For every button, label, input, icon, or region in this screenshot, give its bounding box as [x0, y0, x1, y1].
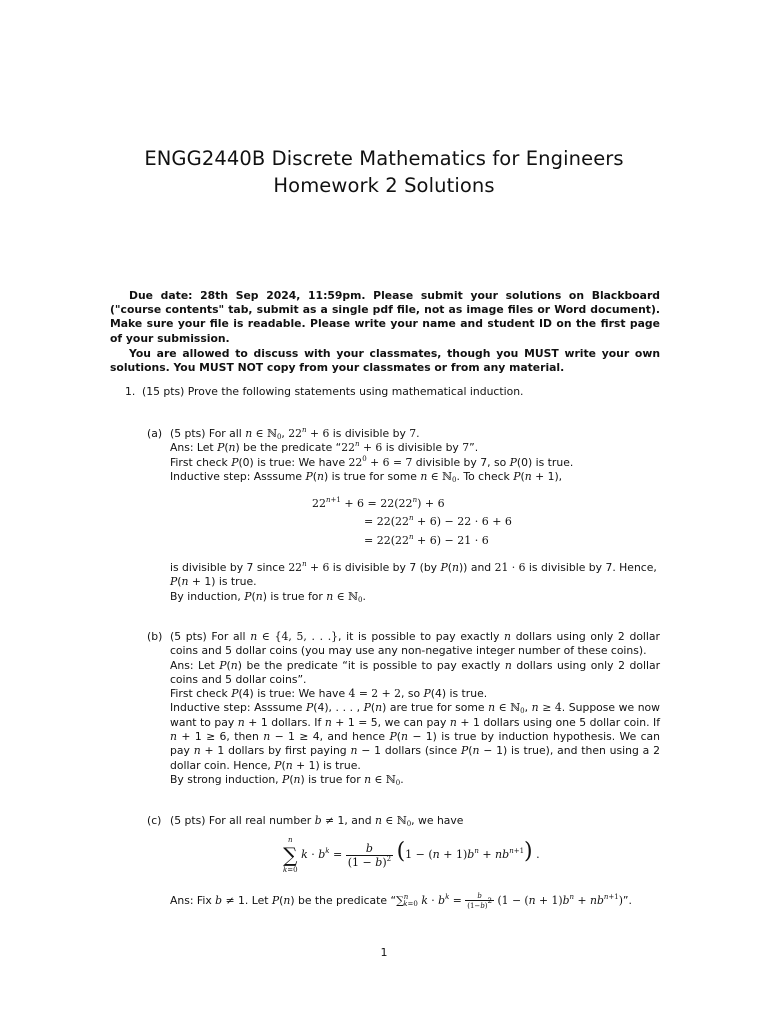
- part-c-answer: Ans: Fix b ≠ 1. Let P(n) be the predicate “∑$^n_{k=0}$ $k \cdot b^k$ = $\frac{b}{(1-b)^2}$ $(1 - (n + 1)b^n + nb^{n+1})$”.: [170, 892, 632, 910]
- part-b-text: (5 pts) For all n ∈ {4, 5, . . .}, it is possible to pay exactly n dollars using only 2 dollar coins and 5 dollar coins (you may use any non-negative integer number of these coins). Ans: Let P(n) be the predicate “it is possible to pay exactly n dollars using only 2 dollar coins and 5 dollar coins”. First check P(4) is true: We have 4 = 2 + 2, so P(4) is true. Inductive step: Asssume P(4), . . . , P(n) are true for some n ∈ ℕ$_0$, n ≥ 4. Suppose we now want to pay n + 1 dollars. If n + 1 = 5, we can pay n + 1 dollars using one 5 dollar coin. If n + 1 ≥ 6, then n − 1 ≥ 4, and hence P(n − 1) is true by induction hypothesis. We can pay n + 1 dollars by first paying n − 1 dollars (since P(n − 1) is true), and then using a 2 dollar coin. Hence, P(n + 1) is true. By strong induction, P(n) is true for n ∈ ℕ$_0$.: [170, 630, 661, 787]
- document-subtitle: Homework 2 Solutions: [273, 174, 495, 197]
- instructions: [110, 289, 660, 375]
- document-title: ENGG2440B Discrete Mathematics for Engineers: [144, 147, 624, 170]
- collaboration-paragraph: You are allowed to discuss with your classmates, though you MUST write your own solutions. You MUST NOT copy from your classmates or from any material.: [110, 346, 660, 375]
- part-c-text: (5 pts) For all real number b ≠ 1, and n ∈ ℕ$_0$, we have: [170, 814, 464, 828]
- question-number: 1.: [125, 385, 136, 398]
- part-a-conclusion: is divisible by 7 since $22^n + 6$ is divisible by 7 (by P(n)) and 21 · 6 is divisible by 7. Hence, P(n + 1) is true. By induction, P(n) is true for n ∈ ℕ$_0$.: [170, 560, 657, 604]
- question-statement: (15 pts) Prove the following statements using mathematical induction.: [142, 385, 524, 398]
- equation-line-1: $22^{n+1} + 6 = 22(22^n) + 6$: [312, 496, 445, 510]
- part-a-text: (5 pts) For all n ∈ ℕ$_0$, $22^n + 6$ is divisible by 7. Ans: Let P(n) be the predicate “$22^n + 6$ is divisible by 7”. First check P(0) is true: We have $22^0 + 6 = 7$ divisible by 7, so P(0) is true. Inductive step: Asssume P(n) is true for some n ∈ ℕ$_0$. To check P(n + 1),: [170, 426, 574, 484]
- equation-line-2: = $22(22^n + 6) - 22 \cdot 6 + 6$: [364, 514, 512, 528]
- part-b-label: (b): [147, 630, 163, 643]
- part-c-label: (c): [147, 814, 162, 827]
- due-date-paragraph: Due date: 28th Sep 2024, 11:59pm. Please submit your solutions on Blackboard ("course contents" tab, submit as a single pdf file, not as image files or Word document). Make sure your file is readable. Please write your name and student ID on the first page of your submission.: [110, 289, 660, 345]
- sum-formula: n ∑ k=0 $k \cdot b^k$ = $\frac{b}{(1 - b)^2}$ $(1 - (n + 1)b^n + nb^{n+1})$ .: [283, 836, 540, 874]
- page-number: 1: [380, 946, 388, 959]
- equation-line-3: = $22(22^n + 6) - 21 \cdot 6$: [364, 533, 489, 547]
- part-a-label: (a): [147, 427, 163, 440]
